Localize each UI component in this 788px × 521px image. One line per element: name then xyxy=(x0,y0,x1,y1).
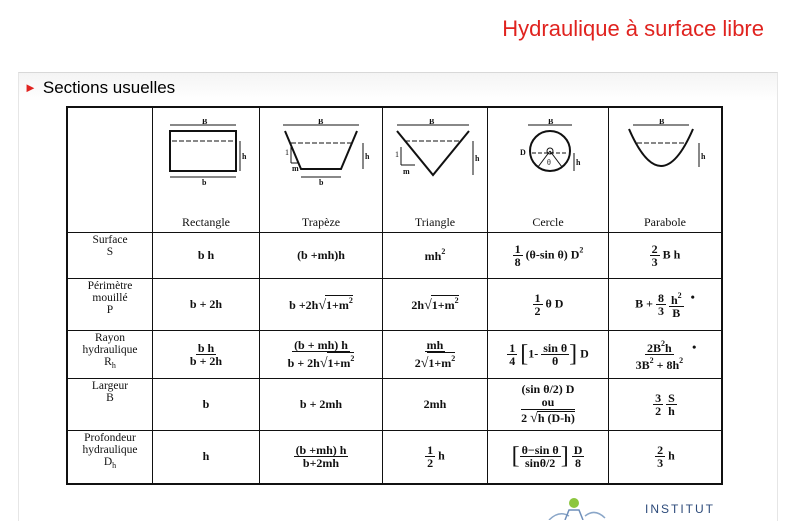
formula: 1+m xyxy=(327,355,351,370)
formula: b xyxy=(202,396,210,411)
row-head-surface xyxy=(67,232,153,278)
cell-perimetre-cercle xyxy=(488,278,609,330)
sections-table-wrap xyxy=(66,106,723,485)
denominator: 8 xyxy=(575,456,582,471)
numerator: 3 xyxy=(655,390,662,405)
denominator: 3 xyxy=(651,254,658,269)
cell-profondeur-rectangle xyxy=(153,430,260,484)
sqrt-icon: √ xyxy=(420,355,429,371)
cell-perimetre-parabole xyxy=(609,278,723,330)
cell-rayon-cercle xyxy=(488,330,609,378)
cell-perimetre-rectangle xyxy=(153,278,260,330)
dim-h: h xyxy=(365,151,370,161)
denominator: 8 xyxy=(514,254,521,269)
row-head-line: Surface xyxy=(92,233,128,246)
formula: b + 2mh xyxy=(299,396,343,411)
sqrt-icon: √ xyxy=(530,411,538,426)
fraction xyxy=(650,243,660,268)
dim-B: B xyxy=(659,118,665,126)
formula: B h xyxy=(662,246,681,261)
radicand xyxy=(325,295,353,313)
cell-profondeur-parabole xyxy=(609,430,723,484)
cell-perimetre-trapeze xyxy=(260,278,383,330)
sqrt-icon: √ xyxy=(318,297,327,313)
dim-m: m xyxy=(292,163,299,173)
exponent: 2 xyxy=(649,355,654,365)
fraction xyxy=(513,243,523,268)
formula: 3B xyxy=(635,357,650,372)
denominator: sinθ/2 xyxy=(525,456,556,471)
formula: 1+m xyxy=(326,297,349,312)
row-head-line: D xyxy=(103,455,113,468)
fraction xyxy=(294,444,349,469)
row-perimetre xyxy=(67,278,722,330)
exponent: 2 xyxy=(579,244,584,254)
subscript: h xyxy=(111,360,116,370)
cell-surface-parabole xyxy=(609,232,723,278)
numerator: 1 xyxy=(534,290,541,305)
dim-h: h xyxy=(576,157,581,167)
cell-largeur-triangle xyxy=(383,378,488,430)
shape-label-trapeze: Trapèze xyxy=(301,214,341,229)
dim-h: h xyxy=(475,153,480,163)
bracket-close: ] xyxy=(560,443,569,470)
bracket-close: ] xyxy=(569,340,578,367)
institut-label: INSTITUT xyxy=(645,502,715,516)
formula: h xyxy=(438,448,445,463)
bullet-mark: • xyxy=(690,289,695,304)
cell-rayon-trapeze xyxy=(260,330,383,378)
row-head-line: Périmètre xyxy=(87,279,133,292)
formula: 1+m xyxy=(431,297,455,312)
shape-label-cercle: Cercle xyxy=(532,214,564,229)
formula: θ D xyxy=(545,295,564,310)
formula: (sin θ/2) D xyxy=(521,382,575,396)
fraction xyxy=(655,444,665,469)
bracket-open: [ xyxy=(520,340,529,367)
numerator xyxy=(669,290,684,307)
formula: h xyxy=(670,292,678,307)
radicand xyxy=(427,352,455,369)
circle-section-diagram xyxy=(498,119,598,211)
cell-perimetre-triangle xyxy=(383,278,488,330)
cell-largeur-trapeze xyxy=(260,378,383,430)
sqrt-icon: √ xyxy=(424,297,432,313)
row-head-rayon xyxy=(67,330,153,378)
denominator xyxy=(286,352,357,370)
slide-title: Hydraulique à surface libre xyxy=(502,16,764,41)
row-head-line: P xyxy=(106,303,114,316)
numerator: 1 xyxy=(509,340,516,355)
row-head-profondeur xyxy=(67,430,153,484)
shape-cercle xyxy=(488,107,609,232)
bullet-arrow-icon: ► xyxy=(24,80,37,95)
bullet-mark: • xyxy=(692,339,697,354)
formula: 2mh xyxy=(423,396,447,411)
numerator: 1 xyxy=(514,241,521,256)
row-head-line: R xyxy=(104,355,112,368)
numerator: D xyxy=(573,443,583,458)
section-heading-text: Sections usuelles xyxy=(42,78,176,97)
cell-surface-cercle xyxy=(488,232,609,278)
row-profondeur xyxy=(67,430,722,484)
cell-surface-triangle xyxy=(383,232,488,278)
numerator xyxy=(645,338,674,355)
dim-D: D xyxy=(520,147,526,157)
row-largeur xyxy=(67,378,722,430)
row-head-line: hydraulique xyxy=(82,443,138,456)
table-header-row xyxy=(67,107,722,232)
institut-logo-icon xyxy=(543,498,613,520)
dim-B: B xyxy=(548,118,554,126)
formula: 2 xyxy=(414,355,421,370)
denominator: θ xyxy=(552,353,559,368)
fraction xyxy=(541,342,569,367)
fraction xyxy=(572,444,585,469)
denominator: B xyxy=(672,305,681,320)
radicand: h (D-h) xyxy=(537,411,575,425)
numerator: θ−sin θ xyxy=(521,443,559,458)
formula: (b +mh)h xyxy=(297,247,345,262)
formula: (θ-sin θ) D xyxy=(525,246,580,261)
fraction xyxy=(425,444,435,469)
exponent: 2 xyxy=(441,246,446,256)
cell-largeur-rectangle xyxy=(153,378,260,430)
shape-label-parabole: Parabole xyxy=(644,214,686,229)
formula: 1- xyxy=(528,345,539,360)
shape-parabole xyxy=(609,107,723,232)
parabola-section-diagram xyxy=(619,119,711,211)
formula: D xyxy=(580,345,589,360)
dim-B: B xyxy=(429,118,435,126)
radicand xyxy=(431,295,459,313)
row-head-line: S xyxy=(106,245,114,258)
denominator: b+2mh xyxy=(302,456,340,471)
sqrt-icon: √ xyxy=(319,355,328,371)
cell-profondeur-cercle xyxy=(488,430,609,484)
formula: + 8h xyxy=(656,357,680,372)
denominator: 3 xyxy=(657,456,664,471)
row-head-largeur xyxy=(67,378,153,430)
dim-h: h xyxy=(701,151,706,161)
denominator: b + 2h xyxy=(189,353,223,368)
shape-trapeze xyxy=(260,107,383,232)
exponent: 2 xyxy=(348,295,353,305)
cell-surface-trapeze xyxy=(260,232,383,278)
dim-m: m xyxy=(403,166,410,176)
bracket-open: [ xyxy=(511,443,520,470)
formula-underlined xyxy=(521,409,575,425)
denominator: 2 xyxy=(655,403,662,418)
formula: 2h xyxy=(411,297,425,312)
rectangle-section-diagram xyxy=(160,119,252,211)
formula: ou xyxy=(541,395,555,409)
dim-one: 1 xyxy=(395,149,399,159)
dim-theta: θ xyxy=(547,157,551,167)
cell-profondeur-triangle xyxy=(383,430,488,484)
numerator: (b + mh) h xyxy=(294,337,348,352)
radicand xyxy=(327,352,355,369)
fraction xyxy=(634,338,686,371)
formula: 2B xyxy=(647,340,662,355)
row-head-line: Rayon xyxy=(94,331,126,344)
numerator: mh xyxy=(426,337,444,352)
numerator: 1 xyxy=(427,443,434,458)
formula: 1+m xyxy=(428,355,452,370)
formula: b + 2h xyxy=(287,355,320,370)
numerator: S xyxy=(668,390,675,405)
dim-one: 1 xyxy=(285,147,289,157)
numerator: sin θ xyxy=(543,340,568,355)
fraction xyxy=(286,339,357,370)
exponent: 2 xyxy=(350,353,355,363)
formula: h xyxy=(668,448,675,463)
numerator: b h xyxy=(197,340,215,355)
shape-rectangle xyxy=(153,107,260,232)
corner-cell xyxy=(67,107,153,232)
denominator: h xyxy=(668,403,675,418)
denominator: 3 xyxy=(657,303,664,318)
numerator: (b +mh) h xyxy=(295,443,347,458)
formula: B + xyxy=(635,295,653,310)
cell-rayon-parabole xyxy=(609,330,723,378)
shape-triangle xyxy=(383,107,488,232)
row-rayon xyxy=(67,330,722,378)
dim-B: B xyxy=(318,118,324,126)
row-head-perimetre xyxy=(67,278,153,330)
fraction xyxy=(520,444,561,469)
dim-h: h xyxy=(242,151,247,161)
row-head-line: mouillé xyxy=(92,291,128,304)
exponent: 2 xyxy=(451,353,456,363)
numerator: 2 xyxy=(657,443,664,458)
exponent: 2 xyxy=(661,338,666,348)
fraction xyxy=(666,392,677,417)
dim-B: B xyxy=(202,118,208,126)
fraction xyxy=(653,392,663,417)
cell-rayon-triangle xyxy=(383,330,488,378)
formula: b +2h xyxy=(289,297,319,312)
formula: mh xyxy=(424,248,442,263)
cell-surface-rectangle xyxy=(153,232,260,278)
fraction xyxy=(669,290,684,319)
exponent: 2 xyxy=(677,290,682,300)
denominator xyxy=(413,352,458,370)
numerator: 8 xyxy=(657,290,664,305)
row-head-line: Profondeur xyxy=(84,431,136,444)
dim-b: b xyxy=(202,177,207,187)
fraction xyxy=(507,342,517,367)
exponent: 2 xyxy=(454,295,459,305)
section-heading xyxy=(24,78,175,98)
triangle-section-diagram xyxy=(389,119,481,211)
denominator: 4 xyxy=(509,353,516,368)
fraction xyxy=(413,339,458,370)
subscript: h xyxy=(112,460,117,470)
shape-label-triangle: Triangle xyxy=(414,214,456,229)
row-surface xyxy=(67,232,722,278)
row-head-line: B xyxy=(106,391,114,404)
cell-profondeur-trapeze xyxy=(260,430,383,484)
dim-b: b xyxy=(319,177,324,187)
numerator: 2 xyxy=(651,241,658,256)
formula: h xyxy=(202,449,210,464)
row-head-line: hydraulique xyxy=(82,343,138,356)
shape-label-rectangle: Rectangle xyxy=(182,214,230,229)
cell-largeur-parabole xyxy=(609,378,723,430)
cell-rayon-rectangle xyxy=(153,330,260,378)
denominator xyxy=(634,355,686,371)
formula: b + 2h xyxy=(189,296,223,311)
formula: b h xyxy=(197,247,215,262)
formula: h xyxy=(665,340,672,355)
formula: 2 xyxy=(521,411,528,425)
sections-table xyxy=(66,106,723,485)
trapeze-section-diagram xyxy=(271,119,371,211)
fraction xyxy=(533,292,543,317)
fraction xyxy=(656,292,666,317)
cell-largeur-cercle xyxy=(488,378,609,430)
exponent: 2 xyxy=(679,355,684,365)
denominator: 2 xyxy=(534,303,541,318)
row-head-line: Largeur xyxy=(91,379,129,392)
denominator: 2 xyxy=(427,456,434,471)
fraction xyxy=(188,342,224,367)
